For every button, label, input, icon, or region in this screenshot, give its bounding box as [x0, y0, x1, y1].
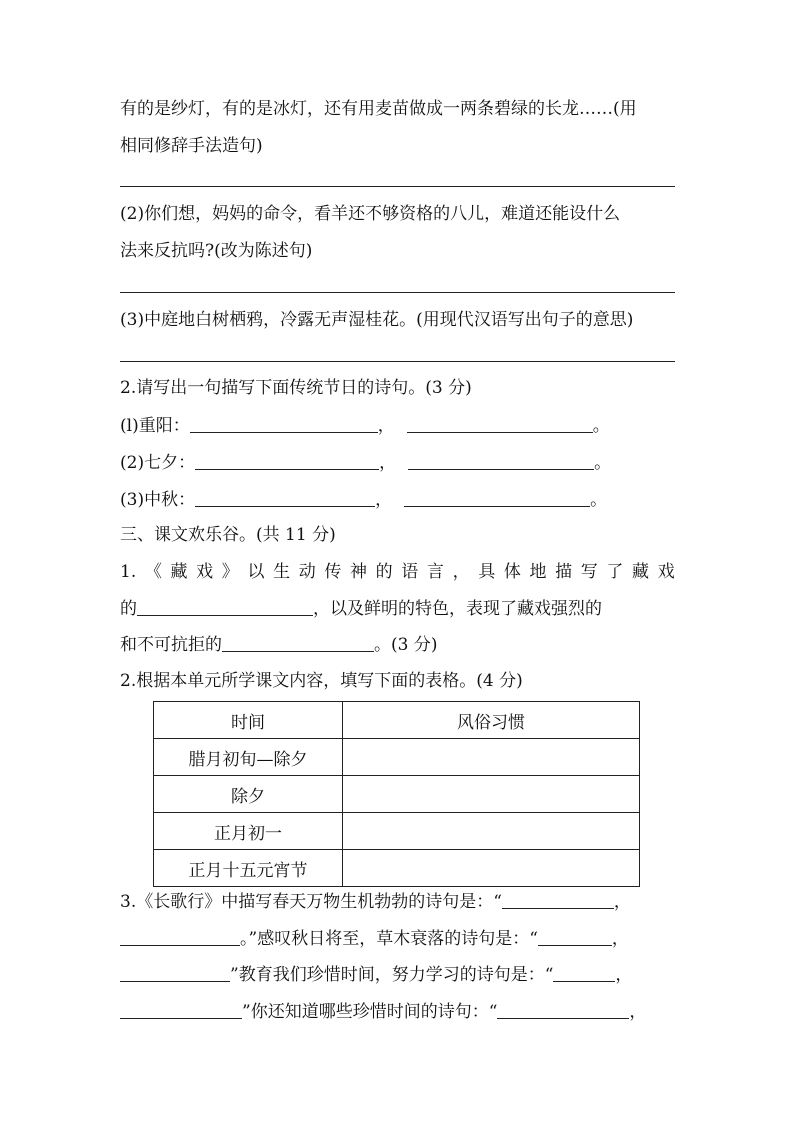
row-time: 除夕 — [154, 776, 343, 813]
q2-item-chongyang — [120, 414, 610, 437]
text: ”教育我们珍惜时间，努力学习的诗句是：“ — [230, 965, 554, 985]
answer-blank[interactable] — [190, 414, 378, 433]
char: 描 — [555, 562, 573, 582]
text: ，以及鲜明的特色，表现了藏戏强烈的 — [313, 599, 602, 619]
q1-part1-line2: 相同修辞手法造句) — [120, 136, 263, 156]
char: 语 — [401, 562, 419, 582]
char: 以 — [247, 562, 265, 582]
s3-q1-line3 — [120, 633, 437, 656]
comma: ， — [377, 416, 395, 436]
q2-item-qixi — [120, 451, 611, 474]
text: ， — [629, 1002, 647, 1022]
q2-item-label: (l)重阳： — [120, 416, 190, 436]
period: 。 — [590, 490, 608, 510]
char: 地 — [529, 562, 547, 582]
answer-blank[interactable] — [120, 927, 240, 946]
text: 的 — [120, 599, 137, 619]
q1-part2-line1: (2)你们想，妈妈的命令，看羊还不够资格的八儿，难道还能设什么 — [120, 204, 621, 224]
char: 戏 — [196, 562, 214, 582]
q2-item-label: (3)中秋： — [120, 490, 196, 510]
s3-q1-line1 — [120, 561, 675, 583]
char: 生 — [273, 562, 291, 582]
answer-blank[interactable] — [404, 488, 590, 507]
answer-blank[interactable] — [407, 414, 593, 433]
char: 写 — [580, 562, 598, 582]
row-time: 正月初一 — [154, 813, 343, 850]
char: 的 — [375, 562, 393, 582]
row-answer-cell[interactable] — [343, 850, 640, 887]
text: ”你还知道哪些珍惜时间的诗句：“ — [242, 1002, 498, 1022]
char: 戏 — [657, 562, 675, 582]
text: 和不可抗拒的 — [120, 635, 222, 655]
char: 1. — [120, 562, 137, 582]
header-customs: 风俗习惯 — [343, 702, 640, 739]
text: 3.《长歌行》中描写春天万物生机勃勃的诗句是：“ — [120, 892, 502, 912]
answer-line-2[interactable] — [120, 292, 675, 293]
s3-q3-line1 — [120, 890, 631, 913]
s3-q3-line4 — [120, 1000, 646, 1023]
text: ， — [613, 892, 631, 912]
answer-blank[interactable] — [497, 1000, 629, 1019]
s3-q1-line2 — [120, 597, 602, 620]
answer-blank[interactable] — [538, 927, 612, 946]
q1-part2-line2: 法来反抗吗?(改为陈述句) — [120, 241, 313, 261]
answer-blank[interactable] — [137, 597, 313, 616]
q2-item-zhongqiu — [120, 488, 607, 511]
period: 。 — [594, 453, 612, 473]
answer-line-1[interactable] — [120, 186, 675, 187]
row-time: 腊月初旬—除夕 — [154, 739, 343, 776]
s3-q3-line3 — [120, 963, 632, 986]
answer-blank[interactable] — [120, 1000, 242, 1019]
answer-blank[interactable] — [553, 963, 615, 982]
char: 具 — [478, 562, 496, 582]
header-time: 时间 — [154, 702, 343, 739]
answer-blank[interactable] — [195, 488, 375, 507]
q2-title: 2.请写出一句描写下面传统节日的诗句。(3 分) — [120, 378, 472, 398]
answer-blank[interactable] — [222, 633, 374, 652]
answer-blank[interactable] — [408, 451, 594, 470]
char: 《 — [144, 562, 162, 582]
char: 传 — [324, 562, 342, 582]
char: 动 — [298, 562, 316, 582]
q1-part3-line1: (3)中庭地白树栖鸦，冷露无声湿桂花。(用现代汉语写出句子的意思) — [120, 310, 634, 330]
char: 神 — [350, 562, 367, 582]
text: ， — [611, 929, 629, 949]
answer-blank[interactable] — [195, 451, 379, 470]
char: 言 — [426, 562, 444, 582]
comma: ， — [375, 490, 393, 510]
table-row — [154, 776, 640, 813]
answer-blank[interactable] — [120, 963, 230, 982]
s3-q3-line2 — [120, 927, 629, 950]
s3-q2-title: 2.根据本单元所学课文内容，填写下面的表格。(4 分) — [120, 671, 523, 691]
char: ， — [452, 562, 470, 582]
table-header-row — [154, 702, 640, 739]
row-answer-cell[interactable] — [343, 813, 640, 850]
char: 体 — [503, 562, 521, 582]
row-answer-cell[interactable] — [343, 776, 640, 813]
text: ， — [615, 965, 633, 985]
text: 。(3 分) — [374, 635, 438, 655]
row-time: 正月十五元宵节 — [154, 850, 343, 887]
period: 。 — [592, 416, 610, 436]
table-row — [154, 850, 640, 887]
q1-part1-line1: 有的是纱灯，有的是冰灯，还有用麦苗做成一两条碧绿的长龙……(用 — [120, 99, 637, 119]
answer-line-3[interactable] — [120, 361, 675, 362]
char: 藏 — [632, 562, 650, 582]
answer-blank[interactable] — [502, 890, 614, 909]
q2-item-label: (2)七夕： — [120, 453, 196, 473]
char: 了 — [606, 562, 624, 582]
section3-title: 三、课文欢乐谷。(共 11 分) — [120, 525, 336, 545]
char: 藏 — [170, 562, 188, 582]
row-answer-cell[interactable] — [343, 739, 640, 776]
text: 。”感叹秋日将至，草木衰落的诗句是：“ — [240, 929, 538, 949]
comma: ， — [379, 453, 397, 473]
table-row — [154, 739, 640, 776]
table-row — [154, 813, 640, 850]
char: 》 — [221, 562, 239, 582]
customs-table — [153, 701, 640, 887]
